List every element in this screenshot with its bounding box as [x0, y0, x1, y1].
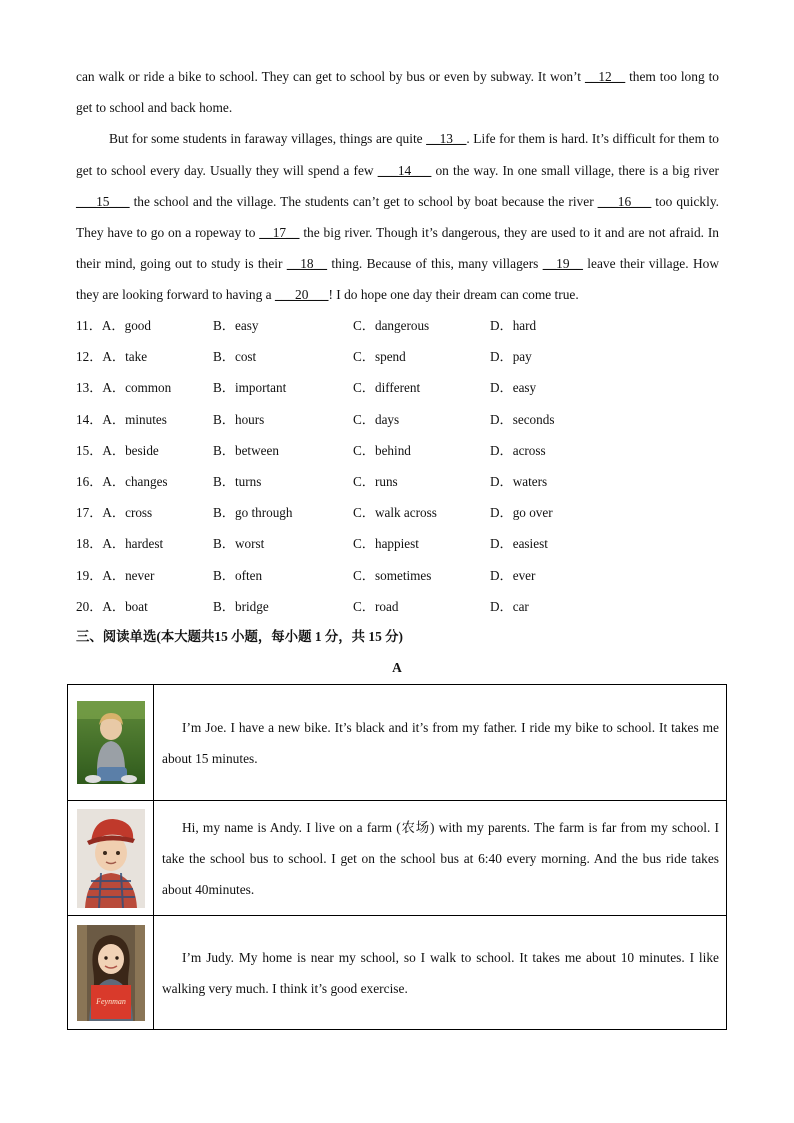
option-d: D．go over [490, 505, 553, 521]
option-d: D．waters [490, 473, 548, 489]
question-option-a [76, 466, 168, 497]
text: the school and the village. The students can’t get to school by boat because the river [129, 193, 598, 209]
photo-cell [68, 685, 154, 801]
reading-text-cell [154, 801, 727, 916]
option-d: D．ever [490, 567, 536, 583]
option-c: C．walk across [353, 505, 437, 521]
girl-holding-book-photo [77, 925, 145, 1021]
question-row [76, 310, 736, 341]
book-title: Feynman [95, 996, 126, 1006]
blank-20: ___20___ [274, 287, 329, 303]
option-a: A．boat [102, 598, 148, 614]
option-d: D．pay [490, 349, 532, 365]
question-row [76, 466, 736, 497]
text: 15 [214, 629, 232, 644]
question-number: 11． [76, 318, 102, 333]
text: 分，共 [324, 630, 366, 645]
section-title [76, 621, 403, 653]
option-b: B．turns [213, 473, 262, 489]
question-option-a [76, 341, 147, 372]
question-option-a [76, 404, 167, 435]
text: 本大题共 [160, 630, 215, 645]
text: can walk or ride a bike to school. They can get to school by bus or even by subway. It won’t [76, 69, 585, 84]
option-a: A．beside [102, 442, 159, 458]
reading-table [67, 684, 727, 1030]
table-row [68, 916, 727, 1030]
option-a: A．changes [102, 473, 168, 489]
option-d: D．car [490, 598, 529, 614]
option-b: B．go through [213, 505, 293, 521]
question-row [76, 341, 736, 372]
option-a: A．take [102, 349, 148, 365]
option-b: B．easy [213, 318, 259, 333]
option-c: C．different [353, 380, 421, 396]
blank-13: __13__ [426, 131, 467, 147]
question-option-a [76, 560, 154, 591]
question-option-a [76, 435, 159, 466]
blank-12: __12__ [584, 69, 626, 84]
part-label: A [392, 660, 402, 675]
option-d: D．hard [490, 318, 537, 333]
reading-text: I’m Joe. I have a new bike. It’s black and it’s from my father. I ride my bike to school. It takes me about 15 minutes. [162, 719, 719, 766]
reading-text-cell [154, 685, 727, 801]
reading-text-cell [154, 916, 727, 1030]
boy-sitting-grass-photo [77, 701, 145, 784]
option-c: C．happiest [353, 536, 419, 552]
blank-17: __17__ [259, 225, 300, 241]
text: thing. Because of this, many villagers [327, 256, 543, 272]
blank-16: ___16___ [597, 193, 652, 209]
question-number: 15． [76, 442, 103, 458]
question-options [76, 310, 736, 622]
question-row [76, 372, 736, 403]
question-row [76, 497, 736, 528]
option-b: B．important [213, 380, 287, 396]
question-number: 14． [76, 411, 103, 427]
option-d: D．easy [490, 380, 537, 396]
option-a: A．good [101, 318, 151, 333]
boy-red-cap-photo [77, 809, 145, 908]
option-d: D．seconds [490, 411, 555, 427]
reading-text: Hi, my name is Andy. I live on a farm (农场) with my parents. The farm is far from my school. I take the school bus to school. I get on the school bus at 6:40 every morning. And the bus ride takes about 40minutes. [162, 819, 719, 897]
passage-paragraph-2 [76, 123, 719, 310]
option-b: B．often [213, 567, 263, 583]
option-b: B．hours [213, 411, 265, 427]
photo-cell [68, 916, 154, 1030]
text: on the way. In one small village, there is a big river [431, 162, 719, 178]
option-c: C．dangerous [353, 318, 430, 333]
text: 分 [385, 630, 399, 645]
text: too quickly. They have to go on a ropeway to [76, 193, 720, 241]
question-number: 20． [76, 598, 103, 614]
question-row [76, 435, 736, 466]
option-b: B．worst [213, 536, 265, 552]
option-c: C．days [353, 411, 400, 427]
question-row [76, 528, 736, 559]
passage-line-1 [76, 61, 719, 123]
option-a: A．minutes [102, 411, 167, 427]
question-option-a [76, 310, 151, 341]
question-option-a [76, 372, 171, 403]
text: ) [398, 629, 403, 644]
text: 三、阅读单选 [76, 630, 157, 645]
text: the big river. Though it’s dangerous, they are used to it and are not afraid. In their mind, going out to study is their [76, 225, 719, 272]
photo-cell [68, 801, 154, 916]
blank-14: ___14___ [377, 162, 432, 178]
blank-18: __18__ [286, 256, 328, 272]
option-c: C．behind [353, 442, 411, 458]
blank-15: ___15___ [76, 193, 130, 209]
blank-19: __19__ [542, 256, 583, 272]
question-number: 13． [76, 380, 103, 396]
text: ! I do hope one day their dream can come true. [328, 287, 579, 303]
option-d: D．easiest [490, 536, 548, 552]
text: ( [156, 629, 161, 644]
question-number: 16． [76, 473, 103, 489]
option-a: A．cross [102, 505, 153, 521]
question-option-a [76, 497, 152, 528]
text: But for some students in faraway villages, things are quite [109, 131, 427, 147]
question-row [76, 560, 736, 591]
option-c: C．road [353, 598, 399, 614]
question-number: 18． [76, 536, 103, 552]
question-row [76, 404, 736, 435]
option-d: D．across [490, 442, 546, 458]
option-b: B．cost [213, 349, 257, 365]
question-number: 12． [76, 349, 103, 365]
option-c: C．spend [353, 349, 406, 365]
text: leave their village. How they are looking forward to having a [76, 256, 719, 303]
question-option-a [76, 591, 148, 622]
option-a: A．common [102, 380, 172, 396]
option-a: A．hardest [102, 536, 164, 552]
option-b: B．bridge [213, 598, 269, 614]
reading-text: I’m Judy. My home is near my school, so I walk to school. It takes me about 10 minutes. I like walking very much. I think it’s good exercise. [162, 949, 719, 996]
question-option-a [76, 528, 163, 559]
text: 1 [311, 629, 325, 644]
option-a: A．never [102, 567, 155, 583]
text: 小题，每小题 [231, 630, 312, 645]
question-number: 19． [76, 567, 103, 583]
text: 15 [365, 629, 386, 644]
option-b: B．between [213, 442, 279, 458]
table-row [68, 801, 727, 916]
option-c: C．runs [353, 473, 398, 489]
question-row [76, 591, 736, 622]
question-number: 17． [76, 505, 103, 521]
cloze-passage [76, 61, 719, 311]
text: them too long to get to school and back home. [76, 69, 719, 116]
text: . Life for them is hard. It’s difficult for them to get to school every day. Usually they will spend a few [76, 131, 719, 178]
table-row [68, 685, 727, 801]
option-c: C．sometimes [353, 567, 432, 583]
